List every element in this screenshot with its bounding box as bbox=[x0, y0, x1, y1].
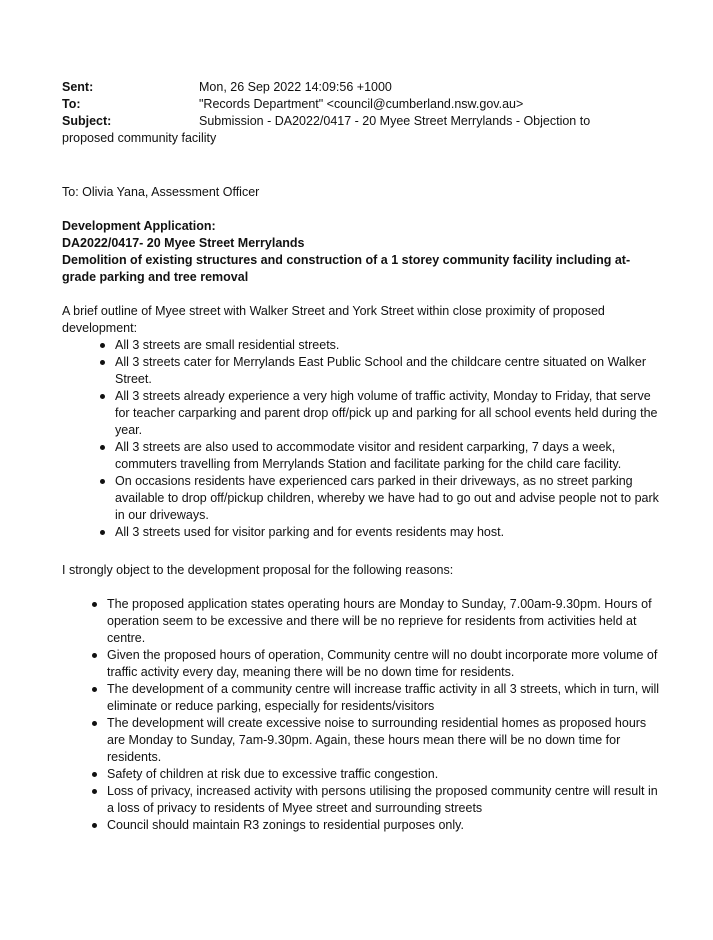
bullet-icon bbox=[92, 789, 97, 794]
list-item: All 3 streets already experience a very high volume of traffic activity, Monday to Friday, that serve for teacher carparking and parent drop off/pick up and parking for all school events held during the year. bbox=[98, 388, 665, 439]
bullet-icon bbox=[92, 602, 97, 607]
subject-value-continued: proposed community facility bbox=[62, 131, 217, 145]
to-value: "Records Department" <council@cumberland.nsw.gov.au> bbox=[199, 97, 524, 111]
bullet-icon bbox=[100, 479, 105, 484]
bullet-icon bbox=[100, 394, 105, 399]
outline-list bbox=[98, 337, 665, 541]
heading-da-number: DA2022/0417- 20 Myee Street Merrylands bbox=[62, 236, 305, 250]
list-item: Loss of privacy, increased activity with persons utilising the proposed community centre will result in a loss of privacy to residents of Myee street and surrounding streets bbox=[90, 783, 665, 817]
list-item: On occasions residents have experienced cars parked in their driveways, as no street parking available to drop off/pickup children, whereby we have had to go out and advise people not to park in our driveways. bbox=[98, 473, 665, 524]
bullet-icon bbox=[92, 687, 97, 692]
bullet-icon bbox=[92, 653, 97, 658]
bullet-icon bbox=[100, 445, 105, 450]
heading-development-application: Development Application: bbox=[62, 219, 216, 233]
addressee: To: Olivia Yana, Assessment Officer bbox=[62, 185, 260, 199]
bullet-icon bbox=[100, 530, 105, 535]
list-item: Council should maintain R3 zonings to residential purposes only. bbox=[90, 817, 665, 834]
list-item: All 3 streets are also used to accommodate visitor and resident carparking, 7 days a week, commuters travelling from Merrylands Station and facilitate parking for the child care facility. bbox=[98, 439, 665, 473]
objection-intro: I strongly object to the development proposal for the following reasons: bbox=[62, 563, 454, 577]
list-item: The development of a community centre will increase traffic activity in all 3 streets, which in turn, will eliminate or reduce parking, especially for residents/visitors bbox=[90, 681, 665, 715]
bullet-icon bbox=[92, 721, 97, 726]
list-item: All 3 streets cater for Merrylands East Public School and the childcare centre situated on Walker Street. bbox=[98, 354, 665, 388]
bullet-icon bbox=[100, 343, 105, 348]
sent-label: Sent: bbox=[62, 80, 94, 94]
objection-list bbox=[90, 596, 665, 834]
bullet-icon bbox=[92, 772, 97, 777]
bullet-icon bbox=[100, 360, 105, 365]
subject-label: Subject: bbox=[62, 114, 112, 128]
list-item: The development will create excessive noise to surrounding residential homes as proposed hours are Monday to Sunday, 7am-9.30pm. Again, these hours mean there will be no down time for residents. bbox=[90, 715, 665, 766]
list-item: Given the proposed hours of operation, Community centre will no doubt incorporate more volume of traffic activity every day, meaning there will be no down time for residents. bbox=[90, 647, 665, 681]
outline-intro: A brief outline of Myee street with Walker Street and York Street within close proximity of proposed development: bbox=[62, 304, 605, 335]
list-item: Safety of children at risk due to excessive traffic congestion. bbox=[90, 766, 665, 783]
list-item: All 3 streets are small residential streets. bbox=[98, 337, 665, 354]
list-item: The proposed application states operating hours are Monday to Sunday, 7.00am-9.30pm. Hours of operation seem to be excessive and there will be no reprieve for residents from activities held at centre. bbox=[90, 596, 665, 647]
heading-description: Demolition of existing structures and construction of a 1 storey community facility including at-grade parking and tree removal bbox=[62, 253, 631, 284]
list-item: All 3 streets used for visitor parking and for events residents may host. bbox=[98, 524, 665, 541]
subject-value: Submission - DA2022/0417 - 20 Myee Street Merrylands - Objection to bbox=[199, 114, 591, 128]
to-label: To: bbox=[62, 97, 81, 111]
bullet-icon bbox=[92, 823, 97, 828]
sent-value: Mon, 26 Sep 2022 14:09:56 +1000 bbox=[199, 80, 392, 94]
